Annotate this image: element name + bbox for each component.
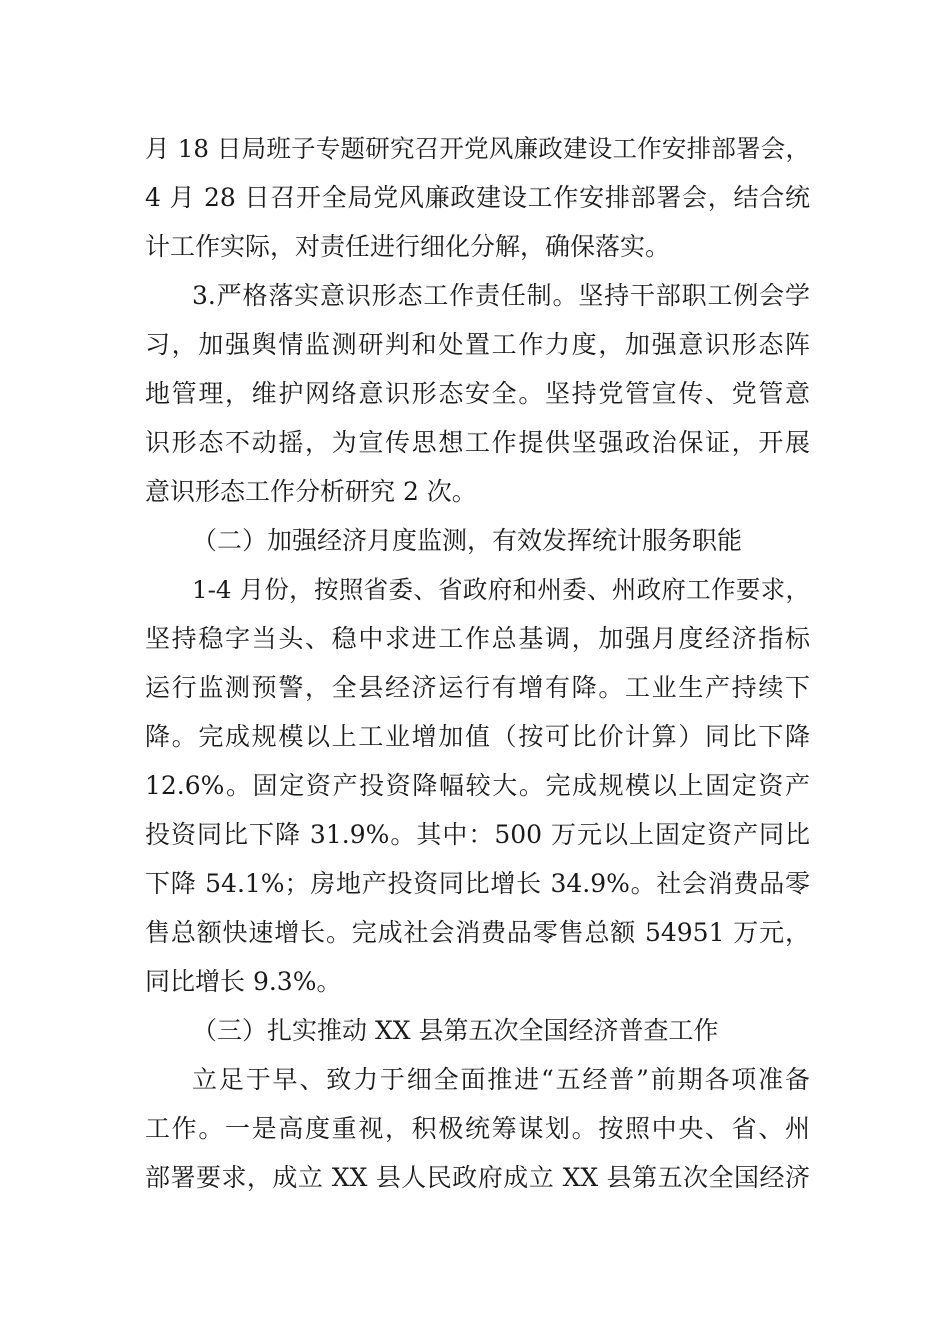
text-line: 立足于早、致力于细全面推进“五经普”前期各项准备 [192, 1065, 810, 1094]
text-line: 售总额快速增长。完成社会消费品零售总额 54951 万元， [145, 918, 810, 947]
text-line: 月 18 日局班子专题研究召开党风廉政建设工作安排部署会， [145, 134, 810, 163]
text-line: 投资同比下降 31.9%。其中：500 万元以上固定资产同比 [145, 820, 810, 849]
text-line: 习，加强舆情监测研判和处置工作力度，加强意识形态阵 [145, 330, 810, 359]
text-line: 下降 54.1%；房地产投资同比增长 34.9%。社会消费品零 [145, 869, 810, 898]
text-line: 1-4 月份，按照省委、省政府和州委、州政府工作要求， [192, 575, 810, 604]
text-line: 坚持稳字当头、稳中求进工作总基调，加强月度经济指标 [145, 624, 810, 653]
section-heading: （二）加强经济月度监测，有效发挥统计服务职能 [192, 526, 743, 555]
text-line: 部署要求，成立 XX 县人民政府成立 XX 县第五次全国经济 [145, 1163, 810, 1192]
text-line: 意识形态工作分析研究 2 次。 [145, 477, 477, 506]
text-line: 地管理，维护网络意识形态安全。坚持党管宣传、党管意 [145, 379, 810, 408]
text-line: 同比增长 9.3%。 [145, 967, 342, 996]
text-line: 计工作实际，对责任进行细化分解，确保落实。 [145, 232, 671, 261]
text-line: 识形态不动摇，为宣传思想工作提供坚强政治保证，开展 [145, 428, 810, 457]
text-line: 工作。一是高度重视，积极统筹谋划。按照中央、省、州 [145, 1114, 810, 1143]
text-line: 3.严格落实意识形态工作责任制。坚持干部职工例会学 [192, 281, 810, 310]
body-text [145, 124, 810, 1202]
section-heading: （三）扎实推动 XX 县第五次全国经济普查工作 [192, 1016, 719, 1045]
text-line: 4 月 28 日召开全局党风廉政建设工作安排部署会，结合统 [145, 183, 810, 212]
text-line: 降。完成规模以上工业增加值（按可比价计算）同比下降 [145, 722, 810, 751]
text-line: 运行监测预警，全县经济运行有增有降。工业生产持续下 [145, 673, 810, 702]
text-line: 12.6%。固定资产投资降幅较大。完成规模以上固定资产 [145, 771, 810, 800]
